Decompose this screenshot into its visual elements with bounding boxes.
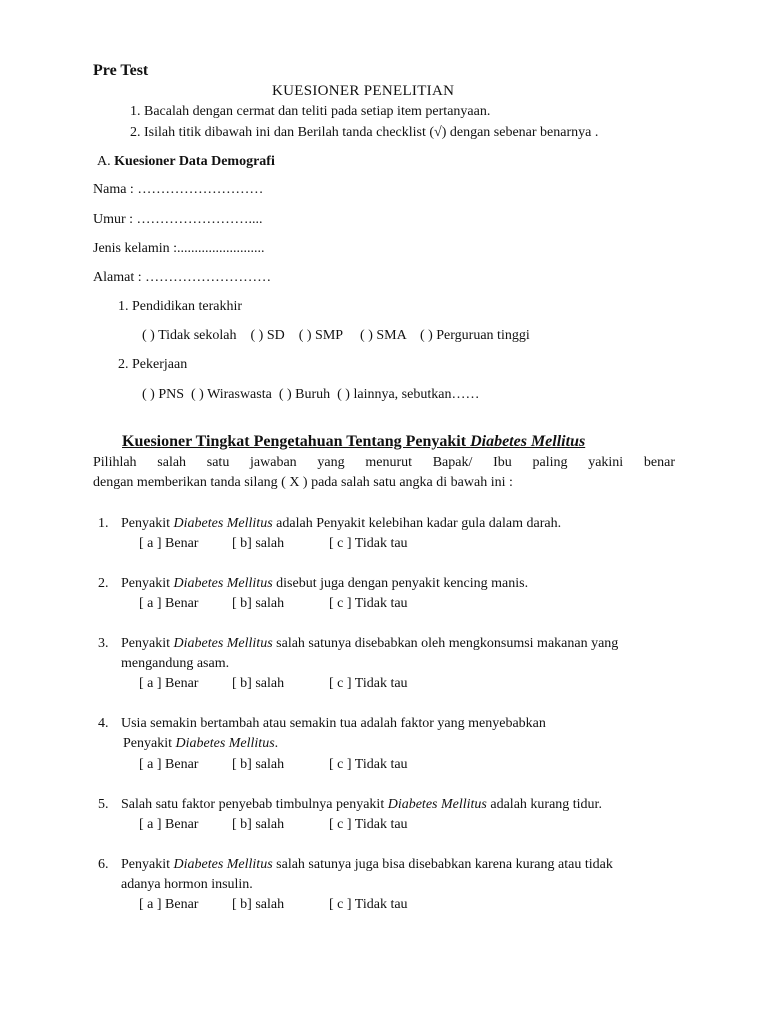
question-3-option-a[interactable]: [ a ] Benar [139,676,199,691]
education-options: ( ) Tidak sekolah ( ) SD ( ) SMP ( ) SMA ( ) Perguruan tinggi [142,328,530,343]
question-5-number: 5. [98,797,109,812]
section-b-heading [122,432,585,452]
question-3-text-line2: mengandung asam. [121,656,230,671]
age-field: Umur : …………………….... [93,212,263,227]
question-1-number: 1. [98,516,109,531]
question-3-text: Penyakit Diabetes Mellitus salah satunya disebabkan oleh mengkonsumsi makanan yang [121,636,619,651]
section-b-intro-line1: Pilihlah salah satu jawaban yang menurut Bapak/ Ibu paling yakini benar [93,455,675,470]
document-title: KUESIONER PENELITIAN [272,83,455,99]
section-b-title: Kuesioner Tingkat Pengetahuan Tentang Penyakit [122,433,471,450]
question-6-option-b[interactable]: [ b] salah [232,897,285,912]
question-4-text-line2: Penyakit Diabetes Mellitus. [123,736,279,751]
section-a-prefix: A. [97,154,111,169]
question-3-option-b[interactable]: [ b] salah [232,676,285,691]
question-3-number: 3. [98,636,109,651]
education-label: 1. Pendidikan terakhir [118,299,243,314]
name-field: Nama : ……………………… [93,182,264,197]
section-b-intro-line2: dengan memberikan tanda silang ( X ) pada salah satu angka di bawah ini : [93,475,513,490]
question-2-number: 2. [98,576,109,591]
question-5-option-a[interactable]: [ a ] Benar [139,817,199,832]
question-6-option-c[interactable]: [ c ] Tidak tau [329,897,408,912]
question-6-option-a[interactable]: [ a ] Benar [139,897,199,912]
question-5-option-b[interactable]: [ b] salah [232,817,285,832]
pre-test-label: Pre Test [93,62,149,79]
question-6-text-line2: adanya hormon insulin. [121,877,253,892]
address-field: Alamat : ……………………… [93,270,272,285]
question-2-option-c[interactable]: [ c ] Tidak tau [329,596,408,611]
section-a-heading [97,152,275,172]
job-options: ( ) PNS ( ) Wiraswasta ( ) Buruh ( ) lainnya, sebutkan…… [142,387,480,402]
question-4-option-b[interactable]: [ b] salah [232,757,285,772]
question-2-option-a[interactable]: [ a ] Benar [139,596,199,611]
instruction-2: 2. Isilah titik dibawah ini dan Berilah tanda checklist (√) dengan sebenar benarnya . [130,125,599,140]
question-4-option-c[interactable]: [ c ] Tidak tau [329,757,408,772]
question-1-option-a[interactable]: [ a ] Benar [139,536,199,551]
section-b-title-italic: Diabetes Mellitus [470,433,586,450]
question-6-text: Penyakit Diabetes Mellitus salah satunya juga bisa disebabkan karena kurang atau tidak [121,857,613,872]
question-4-number: 4. [98,716,109,731]
question-3-option-c[interactable]: [ c ] Tidak tau [329,676,408,691]
question-2-option-b[interactable]: [ b] salah [232,596,285,611]
question-1-option-b[interactable]: [ b] salah [232,536,285,551]
question-4-option-a[interactable]: [ a ] Benar [139,757,199,772]
question-1-text: Penyakit Diabetes Mellitus adalah Penyakit kelebihan kadar gula dalam darah. [121,516,562,531]
job-label: 2. Pekerjaan [118,357,188,372]
question-2-text: Penyakit Diabetes Mellitus disebut juga dengan penyakit kencing manis. [121,576,529,591]
question-4-text: Usia semakin bertambah atau semakin tua adalah faktor yang menyebabkan [121,716,546,731]
section-a-title: Kuesioner Data Demografi [114,154,275,169]
question-1-option-c[interactable]: [ c ] Tidak tau [329,536,408,551]
question-5-option-c[interactable]: [ c ] Tidak tau [329,817,408,832]
question-6-number: 6. [98,857,109,872]
question-5-text: Salah satu faktor penyebab timbulnya penyakit Diabetes Mellitus adalah kurang tidur. [121,797,602,812]
gender-field: Jenis kelamin :......................... [93,241,265,256]
instruction-1: 1. Bacalah dengan cermat dan teliti pada setiap item pertanyaan. [130,104,491,119]
